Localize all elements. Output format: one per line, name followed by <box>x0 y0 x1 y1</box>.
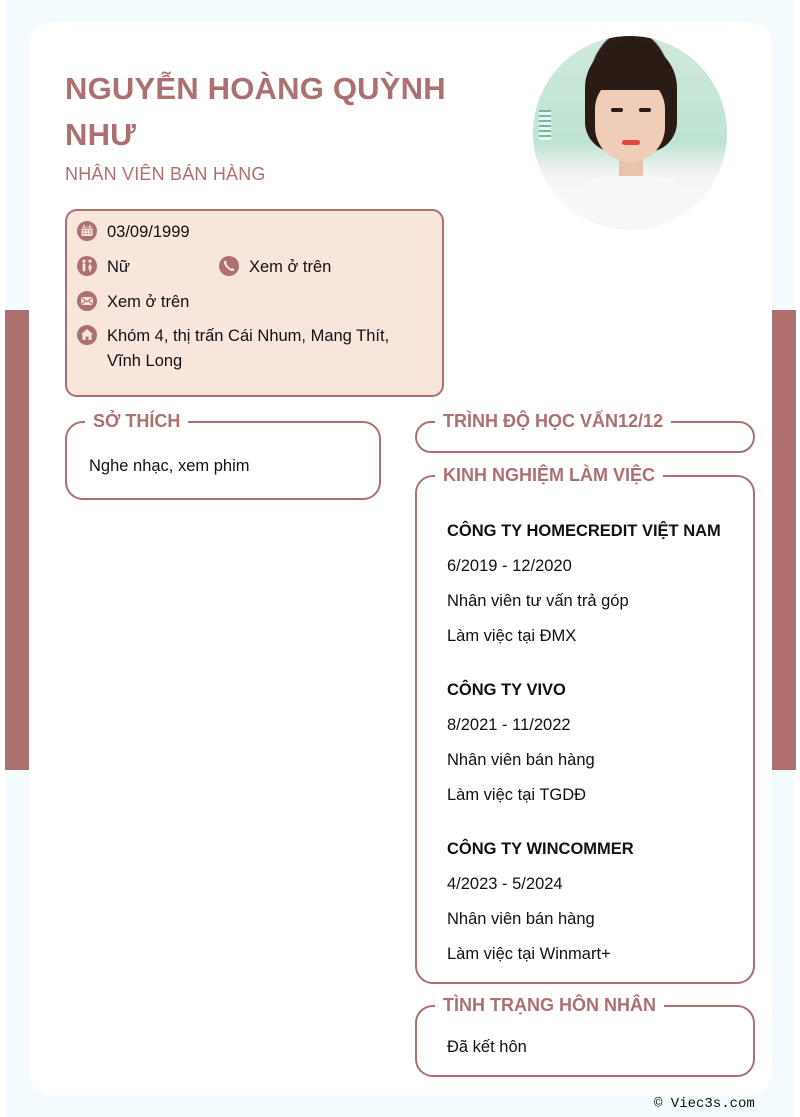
avatar-lips <box>622 140 640 145</box>
job-period: 4/2023 - 5/2024 <box>447 875 563 893</box>
job-period: 6/2019 - 12/2020 <box>447 557 572 575</box>
phone-value: Xem ở trên <box>249 258 332 276</box>
gender-value: Nữ <box>107 258 130 276</box>
experience-section <box>415 465 755 984</box>
email-row <box>77 290 189 315</box>
marital-status-content: Đã kết hôn <box>447 1038 527 1056</box>
gender-row <box>77 255 130 280</box>
marital-status-title: TÌNH TRẠNG HÔN NHÂN <box>435 993 664 1017</box>
job-company: CÔNG TY VIVO <box>447 681 566 699</box>
job-period: 8/2021 - 11/2022 <box>447 716 571 734</box>
job-entry <box>447 837 747 966</box>
email-value: Xem ở trên <box>107 293 190 311</box>
education-section <box>415 411 755 453</box>
left-accent-bar <box>5 310 29 770</box>
phone-row <box>219 255 331 280</box>
copyright-footer: © Viec3s.com <box>654 1096 755 1112</box>
job-description: Làm việc tại ĐMX <box>447 627 577 645</box>
avatar-bangs <box>591 54 671 90</box>
job-company: CÔNG TY HOMECREDIT VIỆT NAM <box>447 522 721 540</box>
avatar-shirt <box>553 176 709 230</box>
job-description: Làm việc tại Winmart+ <box>447 945 611 963</box>
birthday-value: 03/09/1999 <box>107 223 190 241</box>
job-entry <box>447 678 747 807</box>
job-entry <box>447 519 747 648</box>
job-title: NHÂN VIÊN BÁN HÀNG <box>65 164 266 184</box>
candidate-name: NGUYỄN HOÀNG QUỲNH NHƯ <box>65 71 446 152</box>
envelope-icon <box>77 291 97 311</box>
phone-icon <box>219 256 239 276</box>
avatar-eye <box>611 108 623 112</box>
avatar-eye <box>639 108 651 112</box>
address-value: Khóm 4, thị trấn Cái Nhum, Mang Thít, Vĩnh Long <box>107 327 390 370</box>
job-position: Nhân viên bán hàng <box>447 910 595 928</box>
hobbies-title: SỞ THÍCH <box>85 409 188 433</box>
hobbies-content: Nghe nhạc, xem phim <box>89 457 250 475</box>
job-position: Nhân viên tư vấn trả góp <box>447 592 629 610</box>
avatar-background-vent <box>539 110 551 140</box>
calendar-icon <box>77 221 97 241</box>
gender-icon <box>77 256 97 276</box>
birthday-row <box>77 220 190 245</box>
hobbies-section <box>65 411 381 500</box>
right-accent-bar <box>772 310 796 770</box>
experience-title: KINH NGHIỆM LÀM VIỆC <box>435 463 663 487</box>
avatar <box>533 36 727 230</box>
marital-status-section <box>415 995 755 1077</box>
job-description: Làm việc tại TGDĐ <box>447 786 587 804</box>
education-title: TRÌNH ĐỘ HỌC VẤN12/12 <box>435 409 671 433</box>
home-icon <box>77 325 97 345</box>
job-position: Nhân viên bán hàng <box>447 751 595 769</box>
address-row <box>77 324 417 374</box>
job-company: CÔNG TY WINCOMMER <box>447 840 634 858</box>
